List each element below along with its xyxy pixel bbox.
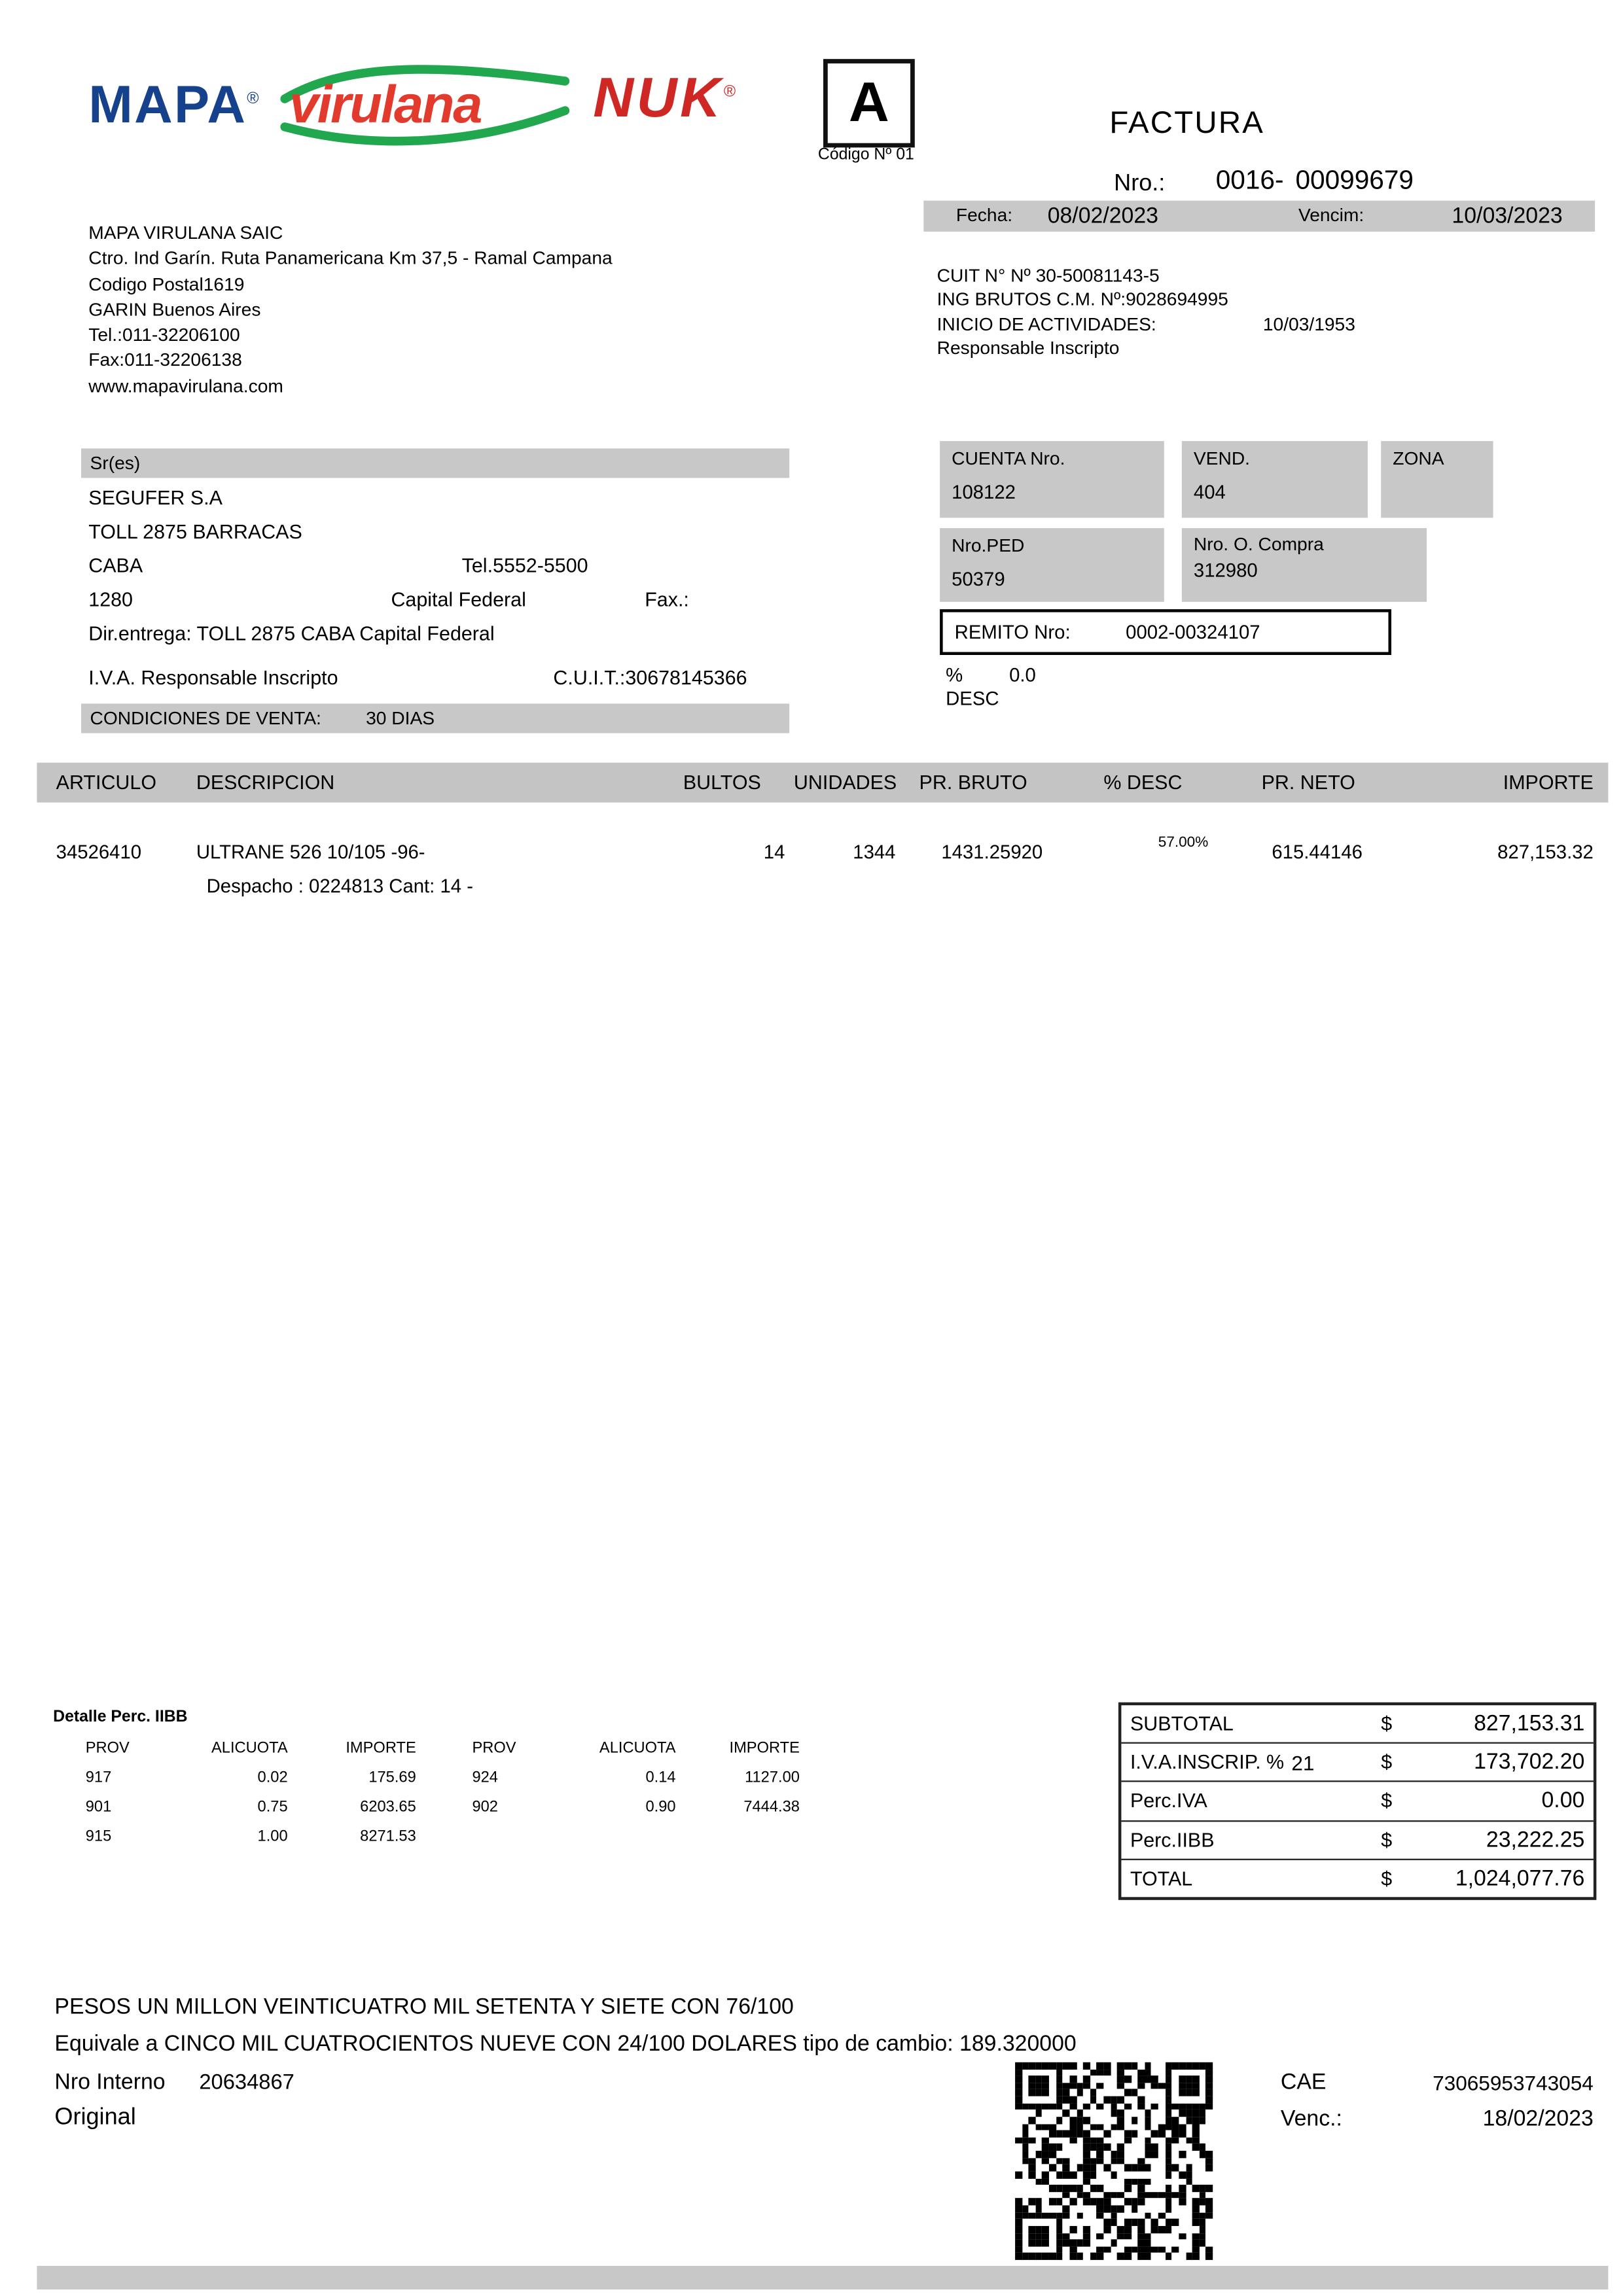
piibb-cell: 7444.38 (743, 1798, 800, 1816)
perc-iibb-row (0, 1798, 827, 1820)
perc-iibb-title: Detalle Perc. IIBB (53, 1708, 188, 1726)
piibb-cell: 902 (472, 1798, 498, 1816)
col-descripcion: DESCRIPCION (196, 771, 335, 794)
cuenta-label: CUENTA Nro. (952, 448, 1065, 469)
invoice-number-value: 00099679 (1295, 165, 1414, 195)
zona-label: ZONA (1393, 448, 1444, 469)
col-pr-bruto: PR. BRUTO (919, 771, 1027, 794)
pedido-value: 50379 (952, 567, 1005, 590)
item-unidades: 1344 (853, 841, 896, 863)
customer-fax-label: Fax.: (645, 588, 689, 611)
nro-interno-value: 20634867 (199, 2071, 294, 2095)
vencim-label: Vencim: (1298, 205, 1364, 226)
customer-province: Capital Federal (391, 588, 526, 611)
perc-iibb-row (1121, 1820, 1593, 1858)
vendedor-value: 404 (1193, 480, 1226, 503)
cae-venc-label: Venc.: (1280, 2106, 1342, 2132)
invoice-type-box (823, 59, 915, 147)
cae-venc-value: 18/02/2023 (1482, 2106, 1594, 2132)
customer-name: SEGUFER S.A (88, 486, 223, 509)
customer-city: CABA (88, 554, 143, 577)
currency-sign: $ (1381, 1712, 1393, 1735)
perc-iva-value: 0.00 (1541, 1788, 1585, 1814)
registered-mark-icon: ® (723, 83, 739, 101)
amount-in-words: PESOS UN MILLON VEINTICUATRO MIL SETENTA Y SIETE CON 76/100 (54, 1994, 794, 2020)
perc-iibb-row (0, 1769, 827, 1791)
pedido-box (940, 528, 1164, 602)
item-pr-neto: 615.44146 (1272, 841, 1363, 863)
orden-compra-value: 312980 (1193, 559, 1258, 582)
fiscal-block (936, 264, 1355, 361)
remito-value: 0002-00324107 (1126, 621, 1260, 643)
iva-row (1121, 1742, 1593, 1781)
nuk-logo-text: NUK (593, 67, 724, 130)
copy-type-label: Original (54, 2105, 136, 2130)
currency-sign: $ (1381, 1790, 1393, 1812)
subtotal-row (1121, 1705, 1593, 1742)
piibb-cell: 0.14 (645, 1769, 676, 1787)
company-postal: Codigo Postal1619 (88, 274, 245, 294)
cuenta-value: 108122 (952, 480, 1016, 503)
cae-value: 73065953743054 (1433, 2071, 1594, 2095)
qr-code (1015, 2062, 1213, 2260)
customer-cuit: C.U.I.T.:30678145366 (553, 667, 747, 689)
remito-box (940, 609, 1391, 655)
mapa-logo (88, 74, 260, 136)
piibb-cell: 924 (472, 1769, 498, 1787)
vendedor-box (1182, 441, 1368, 518)
customer-zip: 1280 (88, 588, 134, 611)
nuk-logo (593, 68, 738, 132)
vencim-value: 10/03/2023 (1452, 203, 1563, 229)
remito-label: REMITO Nro: (954, 621, 1071, 643)
item-pr-bruto: 1431.25920 (941, 841, 1043, 863)
item-desc-pct: 57.00% (1158, 835, 1209, 851)
piibb-h-importe2: IMPORTE (729, 1739, 800, 1757)
piibb-h-prov2: PROV (472, 1739, 516, 1757)
subtotal-value: 827,153.31 (1474, 1711, 1585, 1737)
registered-mark-icon: ® (247, 90, 260, 108)
col-articulo: ARTICULO (56, 771, 157, 794)
pedido-label: Nro.PED (952, 535, 1025, 556)
perc-iva-label: Perc.IVA (1130, 1790, 1207, 1812)
total-row (1121, 1858, 1593, 1897)
piibb-h-prov1: PROV (85, 1739, 130, 1757)
zona-box (1381, 441, 1493, 518)
company-fax: Fax:011-32206138 (88, 350, 242, 371)
company-name: MAPA VIRULANA SAIC (88, 222, 283, 243)
col-bultos: BULTOS (683, 771, 761, 794)
invoice-number-label: Nro.: (1114, 171, 1166, 196)
virulana-logo (280, 59, 569, 150)
usd-equivalent: Equivale a CINCO MIL CUATROCIENTOS NUEVE CON 24/100 DOLARES tipo de cambio: 189.320000 (54, 2031, 1077, 2057)
company-iibb: ING BRUTOS C.M. Nº:9028694995 (936, 289, 1228, 311)
piibb-h-alicuota2: ALICUOTA (599, 1739, 676, 1757)
date-bar (923, 201, 1595, 232)
piibb-cell: 0.90 (645, 1798, 676, 1816)
piibb-cell: 175.69 (368, 1769, 416, 1787)
total-label: TOTAL (1130, 1867, 1193, 1890)
perc-iibb-value: 23,222.25 (1486, 1827, 1585, 1852)
company-tel: Tel.:011-32206100 (88, 325, 240, 345)
piibb-h-importe1: IMPORTE (346, 1739, 416, 1757)
customer-address: TOLL 2875 BARRACAS (88, 520, 302, 543)
iva-value: 173,702.20 (1474, 1750, 1585, 1775)
perc-iibb-row (0, 1828, 827, 1850)
orden-compra-label: Nro. O. Compra (1193, 534, 1324, 555)
subtotal-label: SUBTOTAL (1130, 1712, 1234, 1735)
piibb-cell: 901 (85, 1798, 112, 1816)
bottom-bar (37, 2266, 1608, 2289)
company-city: GARIN Buenos Aires (88, 299, 261, 320)
piibb-cell: 915 (85, 1828, 112, 1846)
item-descripcion: ULTRANE 526 10/105 -96- (196, 841, 425, 863)
orden-compra-box (1182, 528, 1427, 602)
company-block (88, 221, 612, 400)
perc-iva-row (1121, 1781, 1593, 1820)
piibb-cell: 1127.00 (745, 1769, 800, 1787)
inicio-actividades-value: 10/03/1953 (1262, 313, 1355, 334)
currency-sign: $ (1381, 1751, 1393, 1774)
company-address: Ctro. Ind Garín. Ruta Panamericana Km 37,5 - Ramal Campana (88, 248, 613, 269)
descuento-pct-label: % (946, 663, 963, 686)
currency-sign: $ (1381, 1828, 1393, 1851)
fecha-value: 08/02/2023 (1047, 203, 1158, 229)
col-desc-pct: % DESC (1103, 771, 1183, 794)
delivery-address: Dir.entrega: TOLL 2875 CABA Capital Federal (88, 622, 495, 645)
iva-rate: 21 (1291, 1750, 1315, 1775)
vendedor-label: VEND. (1193, 448, 1251, 469)
piibb-cell: 8271.53 (360, 1828, 416, 1846)
item-despacho: Despacho : 0224813 Cant: 14 - (206, 874, 473, 897)
company-cuit: CUIT N° Nº 30-50081143-5 (936, 265, 1160, 287)
col-pr-neto: PR. NETO (1261, 771, 1355, 794)
inicio-actividades-label: INICIO DE ACTIVIDADES: (936, 313, 1156, 334)
sale-conditions-value: 30 DIAS (366, 708, 435, 729)
cuenta-box (940, 441, 1164, 518)
company-iva-condition: Responsable Inscripto (936, 338, 1120, 359)
item-importe: 827,153.32 (1497, 841, 1594, 863)
customer-iva-condition: I.V.A. Responsable Inscripto (88, 667, 338, 689)
sres-label: Sr(es) (90, 453, 141, 474)
virulana-logo-text: virulana (289, 73, 482, 135)
invoice-number-prefix: 0016- (1215, 165, 1284, 195)
item-articulo: 34526410 (56, 841, 142, 863)
sale-conditions-bar (81, 703, 789, 733)
total-value: 1,024,077.76 (1455, 1865, 1585, 1891)
perc-iibb-label: Perc.IIBB (1130, 1828, 1215, 1851)
cae-label: CAE (1280, 2070, 1327, 2095)
mapa-logo-text: MAPA (88, 73, 247, 135)
piibb-cell: 6203.65 (360, 1798, 416, 1816)
customer-header-bar (81, 448, 789, 478)
fecha-label: Fecha: (955, 205, 1013, 226)
piibb-h-alicuota1: ALICUOTA (211, 1739, 288, 1757)
piibb-cell: 1.00 (257, 1828, 288, 1846)
totals-box (1118, 1703, 1596, 1900)
col-importe: IMPORTE (1503, 771, 1594, 794)
nro-interno-label: Nro Interno (54, 2070, 166, 2095)
item-bultos: 14 (763, 841, 785, 863)
customer-tel: Tel.5552-5500 (461, 554, 588, 577)
document-title: FACTURA (1109, 106, 1265, 141)
items-table-header (37, 763, 1608, 803)
sale-conditions-label: CONDICIONES DE VENTA: (90, 708, 321, 729)
codigo-label: Código Nº 01 (817, 146, 914, 164)
col-unidades: UNIDADES (793, 771, 897, 794)
piibb-cell: 0.75 (257, 1798, 288, 1816)
piibb-cell: 917 (85, 1769, 112, 1787)
currency-sign: $ (1381, 1867, 1393, 1890)
invoice-type-letter: A (848, 71, 889, 134)
company-website: www.mapavirulana.com (88, 376, 283, 397)
descuento-pct-value: 0.0 (1009, 663, 1036, 686)
iva-label: I.V.A.INSCRIP. % (1130, 1751, 1285, 1774)
perc-iibb-header (0, 1739, 827, 1761)
piibb-cell: 0.02 (257, 1769, 288, 1787)
descuento-label: DESC (946, 687, 999, 710)
